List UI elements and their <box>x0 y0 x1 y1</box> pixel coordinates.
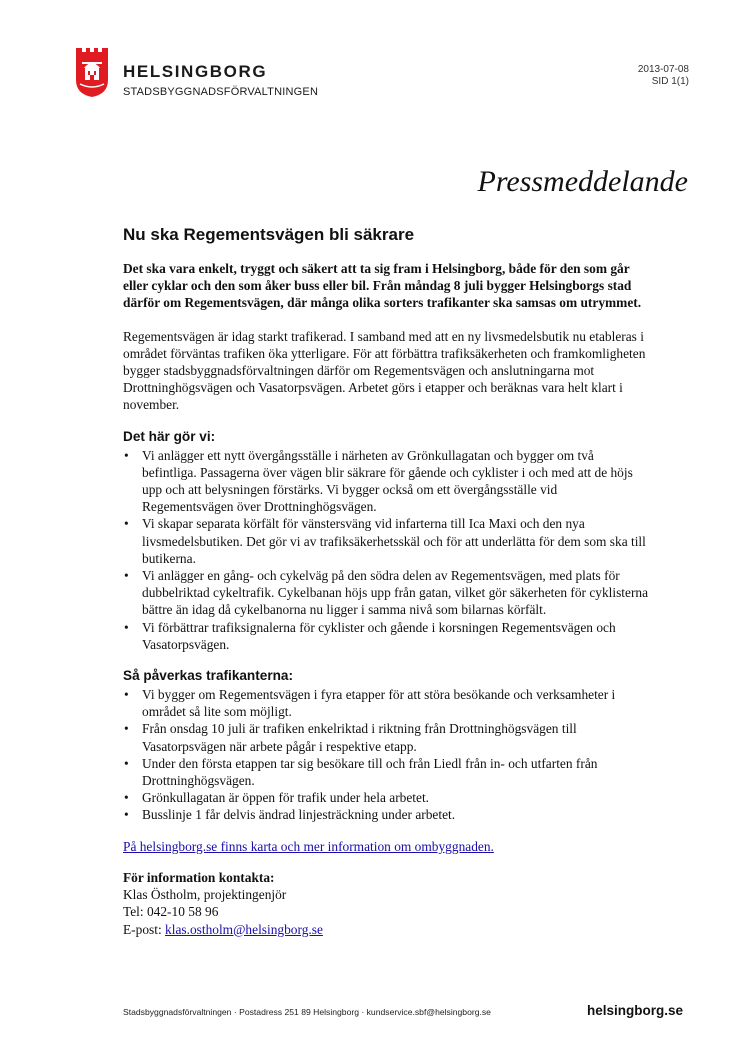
lead-paragraph: Det ska vara enkelt, tryggt och säkert att ta sig fram i Helsingborg, både för den som går eller cyklar och den som åker buss eller bil. Från måndag 8 juli bygger Helsingborgs stad därför om Regementsvägen, där många olika sorters trafikanter ska samsas om utrymmet. <box>123 261 642 311</box>
actions-list <box>123 447 649 653</box>
intro-paragraph: Regementsvägen är idag starkt trafikerad. I samband med att en ny livsmedelsbutik nu etableras i området förväntas trafiken öka ytterligare. För att förbättra trafiksäkerheten och framkomligheten bygger stadsbyggnadsförvaltningen därför om Regementsvägen och anslutningarna mot Drottninghögsvägen och Vasatorpsvägen. Arbetet görs i etapper och beräknas vara helt klart i november. <box>123 328 646 413</box>
bullet-icon: • <box>124 807 129 823</box>
contact-name: Klas Östholm, projektingenjör <box>123 887 287 903</box>
footer-address: Stadsbyggnadsförvaltningen · Postadress 251 89 Helsingborg · kundservice.sbf@helsingborg.se <box>123 1007 491 1017</box>
helsingborg-crest-icon <box>74 44 110 98</box>
list-item: • Vi anlägger en gång- och cykelväg på den södra delen av Regementsvägen, med plats för dubbelriktad cykeltrafik. Cykelbanan höjs upp från gatan, vilket gör säkerheten för cyklisterna bättre än idag då cykelbanorna nu ligger i samma nivå som bilarnas körfält. <box>124 568 649 618</box>
list-item: • Vi förbättrar trafiksignalerna för cyklister och gående i korsningen Regementsvägen och Vasatorpsvägen. <box>124 619 616 652</box>
bullet-icon: • <box>124 516 129 532</box>
impact-list <box>123 686 649 824</box>
section-heading-actions: Det här gör vi: <box>123 428 216 444</box>
bullet-icon: • <box>124 687 129 703</box>
contact-block <box>123 869 649 938</box>
document-date: 2013-07-08 <box>637 64 689 75</box>
headline: Nu ska Regementsvägen bli säkrare <box>123 225 415 244</box>
list-item: • Från onsdag 10 juli är trafiken enkelriktad i riktning från Drottninghögsvägen till Vasatorpsvägen när arbete pågår i respektive etapp. <box>124 721 577 754</box>
page-number: SID 1(1) <box>651 76 689 87</box>
list-item: • Busslinje 1 får delvis ändrad linjesträckning under arbetet. <box>124 807 456 823</box>
contact-heading: För information kontakta: <box>123 869 275 885</box>
bullet-icon: • <box>124 790 129 806</box>
bullet-icon: • <box>124 619 129 635</box>
bullet-icon: • <box>124 721 129 737</box>
email-link[interactable]: klas.ostholm@helsingborg.se <box>165 921 323 937</box>
department-name: STADSBYGGNADSFÖRVALTNINGEN <box>123 86 319 98</box>
document-type: Pressmeddelande <box>477 165 688 198</box>
bullet-icon: • <box>124 568 129 584</box>
contact-phone: Tel: 042-10 58 96 <box>123 904 219 920</box>
list-item: • Vi skapar separata körfält för vänstersväng vid infarterna till Ica Maxi och den nya livsmedelsbutiken. Det gör vi av trafiksäkerhetsskäl och för att underlätta för dem som ska till butikerna. <box>124 516 646 566</box>
list-item: • Grönkullagatan är öppen för trafik under hela arbetet. <box>124 790 430 806</box>
bullet-icon: • <box>124 447 129 463</box>
list-item: • Under den första etappen tar sig besökare till och från Liedl från in- och utfarten från Drottninghögsvägen. <box>124 755 598 789</box>
footer-site: helsingborg.se <box>586 1003 683 1018</box>
more-info-paragraph <box>123 838 649 855</box>
press-release-body <box>123 224 649 938</box>
email-label: E-post: <box>123 921 166 937</box>
section-heading-impact: Så påverkas trafikanterna: <box>123 668 294 684</box>
more-info-link[interactable]: På helsingborg.se finns karta och mer information om ombyggnaden. <box>123 838 494 854</box>
brand-name: HELSINGBORG <box>123 62 268 81</box>
document-meta <box>638 64 689 88</box>
list-item: • Vi anlägger ett nytt övergångsställe i närheten av Grönkullagatan och bygger om två befintliga. Passagerna över vägen blir säkrare för gående och cyklister i och med att de höjs upp och att belysningen förstärks. Vi bygger också om ett övergångsställe vid Regementsvägen över Drottninghögsvägen. <box>124 447 633 515</box>
contact-email-row <box>123 921 649 938</box>
bullet-icon: • <box>124 755 129 771</box>
list-item: • Vi bygger om Regementsvägen i fyra etapper för att störa besökande och verksamheter i området så lite som möjligt. <box>124 687 616 720</box>
